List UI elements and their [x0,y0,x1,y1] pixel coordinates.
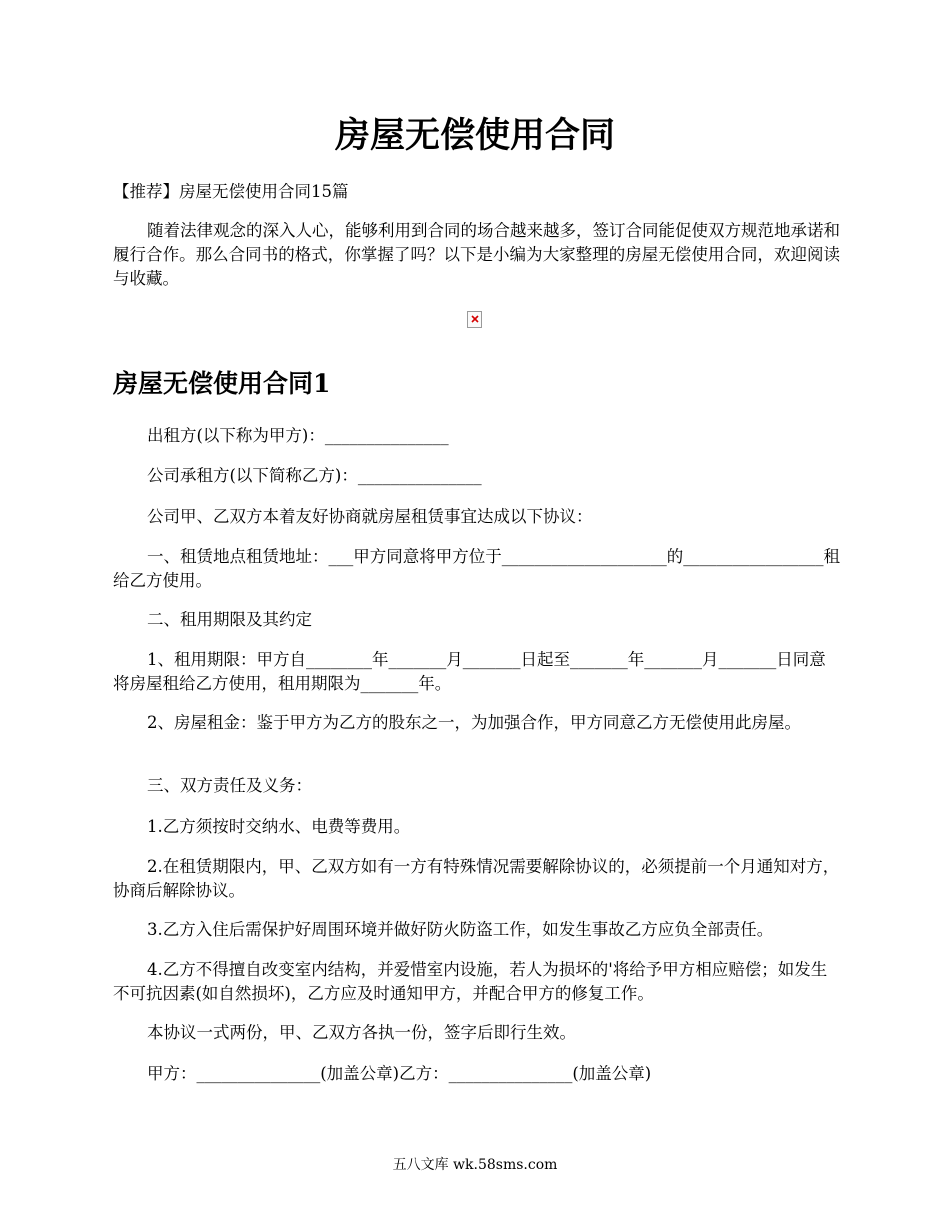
duty-3: 3.乙方入住后需保护好周围环境并做好防火防盗工作，如发生事故乙方应负全部责任。 [147,920,774,939]
clause-term-period: 1、租用期限：甲方自________年_______月_______日起至_______年_______月_______日同意将房屋租给乙方使用，租用期限为_______年。 [113,650,826,693]
intro-paragraph: 随着法律观念的深入人心，能够利用到合同的场合越来越多，签订合同能促使双方规范地承诺和履行合作。那么合同书的格式，你掌握了吗？以下是小编为大家整理的房屋无偿使用合同，欢迎阅读与收藏。 [113,221,840,288]
broken-image-icon [467,311,482,328]
lessor-line: 出租方(以下称为甲方)：_______________ [147,426,449,445]
effect-clause: 本协议一式两份，甲、乙双方各执一份，签字后即行生效。 [147,1023,576,1042]
duty-2: 2.在租赁期限内，甲、乙双方如有一方有特殊情况需要解除协议的，必须提前一个月通知对方，协商后解除协议。 [113,857,840,900]
clause-location: 一、租赁地点租赁地址：___甲方同意将甲方位于____________________的_________________租给乙方使用。 [113,547,840,590]
section-title: 房屋无偿使用合同1 [113,369,331,398]
lessee-line: 公司承租方(以下简称乙方)：_______________ [147,466,482,485]
signature-line: 甲方：_______________(加盖公章)乙方：_______________(加盖公章) [147,1064,652,1083]
duty-1: 1.乙方须按时交纳水、电费等费用。 [147,817,411,836]
clause-term-heading: 二、租用期限及其约定 [147,610,312,629]
duty-4: 4.乙方不得擅自改变室内结构，并爱惜室内设施，若人为损坏的'将给予甲方相应赔偿；如发生不可抗因素(如自然损坏)，乙方应及时通知甲方，并配合甲方的修复工作。 [113,960,828,1003]
recommend-line: 【推荐】房屋无偿使用合同15篇 [113,182,349,201]
agreement-intro: 公司甲、乙双方本着友好协商就房屋租赁事宜达成以下协议： [147,507,593,526]
clause-rent: 2、房屋租金：鉴于甲方为乙方的股东之一，为加强合作，甲方同意乙方无偿使用此房屋。 [147,713,801,732]
red-x-icon [471,315,479,323]
footer-watermark: 五八文库 wk.58sms.com [392,1157,558,1173]
document-title: 房屋无偿使用合同 [334,115,615,156]
clause-duties-heading: 三、双方责任及义务： [147,776,312,795]
